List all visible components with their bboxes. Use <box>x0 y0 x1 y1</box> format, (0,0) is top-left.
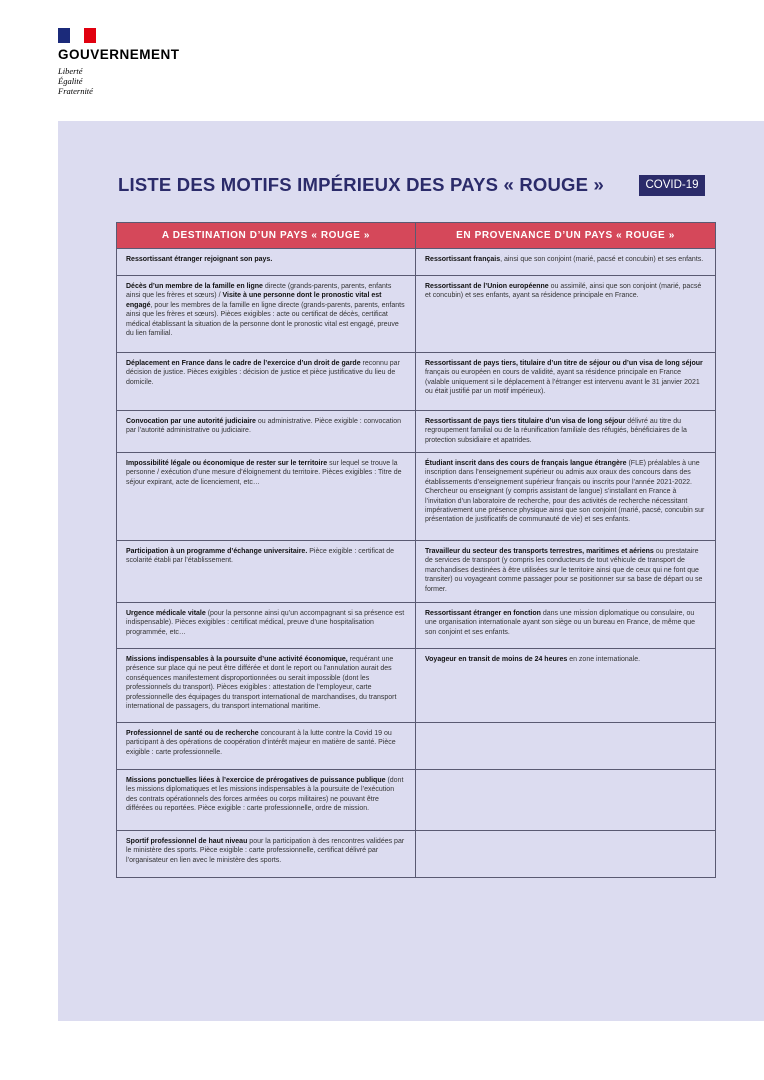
cell-text: ou prestataire de services de transport (y compris les conducteurs de tout véhicule de transport de marchandises destinées à être utilisées sur le territoire ainsi que de ceux qui ne font que transiter) ou voyageant comme passager pour se positionner sur sa base de départ ou se former. <box>425 548 703 593</box>
table-row <box>117 541 716 603</box>
cell-text: (FLE) préalables à une inscription dans l’enseignement supérieur ou admis aux oraux des concours dans des établissements d’enseignement supérieur français ou inscrits pour l’année 2021-2022. Chercheur ou enseignant (y compris assistant de langue) s’installant en France à l’invitation d’un laboratoire de recherche, pour des activités de recherche nécessitant impérativement une présence physique ainsi que son conjoint (marié, pacsé, concubin sur présentation de justificatifs de communauté de vie) et ses enfants. <box>425 460 705 524</box>
table-row <box>117 770 716 831</box>
cell-destination <box>117 453 416 541</box>
cell-destination <box>117 411 416 453</box>
flag-red-band <box>84 28 96 43</box>
table-row <box>117 649 716 723</box>
cell-bold-text: Travailleur du secteur des transports terrestres, maritimes et aériens <box>425 548 654 555</box>
cell-text: ou administrative. Pièce exigible : convocation par l’autorité administrative ou judiciaire. <box>126 418 402 435</box>
cell-destination <box>117 723 416 770</box>
covid-badge: COVID-19 <box>639 175 705 196</box>
cell-bold-text: Professionnel de santé ou de recherche <box>126 730 259 737</box>
cell-bold-text: Missions indispensables à la poursuite d’une activité économique, <box>126 656 348 663</box>
table-row <box>117 411 716 453</box>
cell-provenance <box>416 453 716 541</box>
cell-destination <box>117 603 416 649</box>
cell-destination <box>117 831 416 878</box>
table-body <box>117 249 716 878</box>
cell-provenance <box>416 249 716 276</box>
cell-provenance <box>416 411 716 453</box>
table-row <box>117 353 716 411</box>
cell-provenance <box>416 831 716 878</box>
cell-provenance <box>416 276 716 353</box>
french-flag-icon <box>58 28 96 43</box>
cell-text: en zone internationale. <box>567 656 641 663</box>
motto-egalite: Égalité <box>58 76 83 86</box>
cell-bold-text: Missions ponctuelles liées à l’exercice de prérogatives de puissance publique <box>126 777 386 784</box>
cell-provenance <box>416 353 716 411</box>
cell-text: sur lequel se trouve la personne / exécution d’une mesure d’éloignement du territoire. Pièces exigibles : Titre de séjour expirant, acte de licenciement, etc… <box>126 460 402 486</box>
cell-destination <box>117 649 416 723</box>
cell-bold-text: Sportif professionnel de haut niveau <box>126 838 248 845</box>
flag-blue-band <box>58 28 70 43</box>
header-destination: A DESTINATION D’UN PAYS « ROUGE » <box>117 223 416 249</box>
cell-text: français ou européen en cours de validité, ayant sa résidence principale en France (valable uniquement si le déplacement à l’étranger est intervenu avant le 31 janvier 2021 ou était justifié par un motif impérieux). <box>425 369 700 396</box>
cell-bold-text: Convocation par une autorité judiciaire <box>126 418 256 425</box>
cell-bold-text: Urgence médicale vitale <box>126 610 206 617</box>
table-row <box>117 276 716 353</box>
cell-text: ou assimilé, ainsi que son conjoint (marié, pacsé et concubin) et ses enfants, ayant sa résidence principale en France. <box>425 283 702 300</box>
cell-text: , pour les membres de la famille en ligne directe (grands-parents, parents, enfants ainsi que les frères et sœurs). Pièces exigibles : acte ou certificat de décès, certificat médical établissant la situation de la personne dont le pronostic vital est engagé, preuve du lien familial. <box>126 301 405 338</box>
cell-text: concourant à la lutte contre la Covid 19 ou participant à des opérations de coopération d’intérêt majeur en matière de santé. Pièce exigible : carte professionnelle. <box>126 730 396 756</box>
table-row <box>117 603 716 649</box>
cell-text: , ainsi que son conjoint (marié, pacsé et concubin) et ses enfants. <box>500 256 704 263</box>
cell-bold-text: Décès d’un membre de la famille en ligne <box>126 283 263 290</box>
cell-bold-text: Ressortissant de pays tiers, titulaire d’un titre de séjour ou d’un visa de long séjour <box>425 360 703 367</box>
page-title: LISTE DES MOTIFS IMPÉRIEUX DES PAYS « ROUGE » <box>118 174 604 195</box>
cell-text: délivré au titre du regroupement familial ou de la réunification familiale des réfugiés, bénéficiaires de la protection subsidiaire et apatrides. <box>425 418 687 444</box>
cell-destination <box>117 249 416 276</box>
cell-provenance <box>416 649 716 723</box>
cell-bold-text: Ressortissant étranger en fonction <box>425 610 541 617</box>
motto <box>58 66 93 96</box>
cell-destination <box>117 276 416 353</box>
cell-destination <box>117 541 416 603</box>
motto-liberte: Liberté <box>58 66 83 76</box>
cell-provenance <box>416 603 716 649</box>
flag-white-band <box>70 28 84 43</box>
table-row <box>117 831 716 878</box>
cell-provenance <box>416 770 716 831</box>
cell-bold-text: Déplacement en France dans le cadre de l’exercice d’un droit de garde <box>126 360 361 367</box>
cell-provenance <box>416 541 716 603</box>
cell-bold-text: Ressortissant français <box>425 256 501 263</box>
government-label: GOUVERNEMENT <box>58 47 180 62</box>
cell-text: directe (grands-parents, parents, enfants ainsi que les frères et sœurs) / <box>126 283 392 300</box>
cell-bold-text: Participation à un programme d’échange universitaire. <box>126 548 308 555</box>
cell-text: pour la participation à des rencontres validées par le ministère des sports. Pièce exigible : carte professionnelle, certificat délivré par l’organisateur en lien avec le ministère des sports. <box>126 838 405 864</box>
motto-fraternite: Fraternité <box>58 86 93 96</box>
cell-text: dans une mission diplomatique ou consulaire, ou une organisation internationale ayant son siège ou un bureau en France, de même que son conjoint et ses enfants. <box>425 610 696 636</box>
cell-bold-text: Impossibilité légale ou économique de rester sur le territoire <box>126 460 328 467</box>
cell-bold-text: Ressortissant de l’Union européenne <box>425 283 549 290</box>
table-row <box>117 453 716 541</box>
header-provenance: EN PROVENANCE D’UN PAYS « ROUGE » <box>416 223 716 249</box>
cell-destination <box>117 770 416 831</box>
cell-bold-text: Étudiant inscrit dans des cours de français langue étrangère <box>425 460 627 467</box>
table-row <box>117 249 716 276</box>
cell-text: requérant une présence sur place qui ne peut être différée et dont le report ou l’annulation aurait des conséquences manifestement disproportionnées ou serait impossible (dont les professionnels du transport). Pièces exigibles : attestation de l’employeur, carte professionnelle des équipages du transport international de marchandises, du transport international de passagers, du transport international maritime. <box>126 656 397 711</box>
cell-provenance <box>416 723 716 770</box>
cell-bold-text: Ressortissant de pays tiers titulaire d’un visa de long séjour <box>425 418 626 425</box>
cell-bold-text: Voyageur en transit de moins de 24 heures <box>425 656 568 663</box>
cell-text: (pour la personne ainsi qu’un accompagnant si sa présence est indispensable). Pièces exigibles : certificat médical, preuve d’une hospitalisation programmée, etc… <box>126 610 405 636</box>
cell-text: reconnu par décision de justice. Pièces exigibles : décision de justice et pièce justificative du lieu de domicile. <box>126 360 400 386</box>
motifs-table <box>116 222 716 878</box>
table-header-row <box>117 223 716 249</box>
cell-text: Pièce exigible : certificat de scolarité établi par l’établissement. <box>126 548 395 565</box>
cell-bold-text: Ressortissant étranger rejoignant son pays. <box>126 256 273 263</box>
cell-text: (dont les missions diplomatiques et les missions indispensables à la poursuite de l’exécution des contrats opérationnels des forces armées ou corps militaires) ne pouvant être différées ou reportées. Pièce exigible : carte professionnelle, ordre de mission. <box>126 777 404 813</box>
table-row <box>117 723 716 770</box>
cell-destination <box>117 353 416 411</box>
cell-bold-text: Visite à une personne dont le pronostic vital est engagé <box>126 292 382 309</box>
